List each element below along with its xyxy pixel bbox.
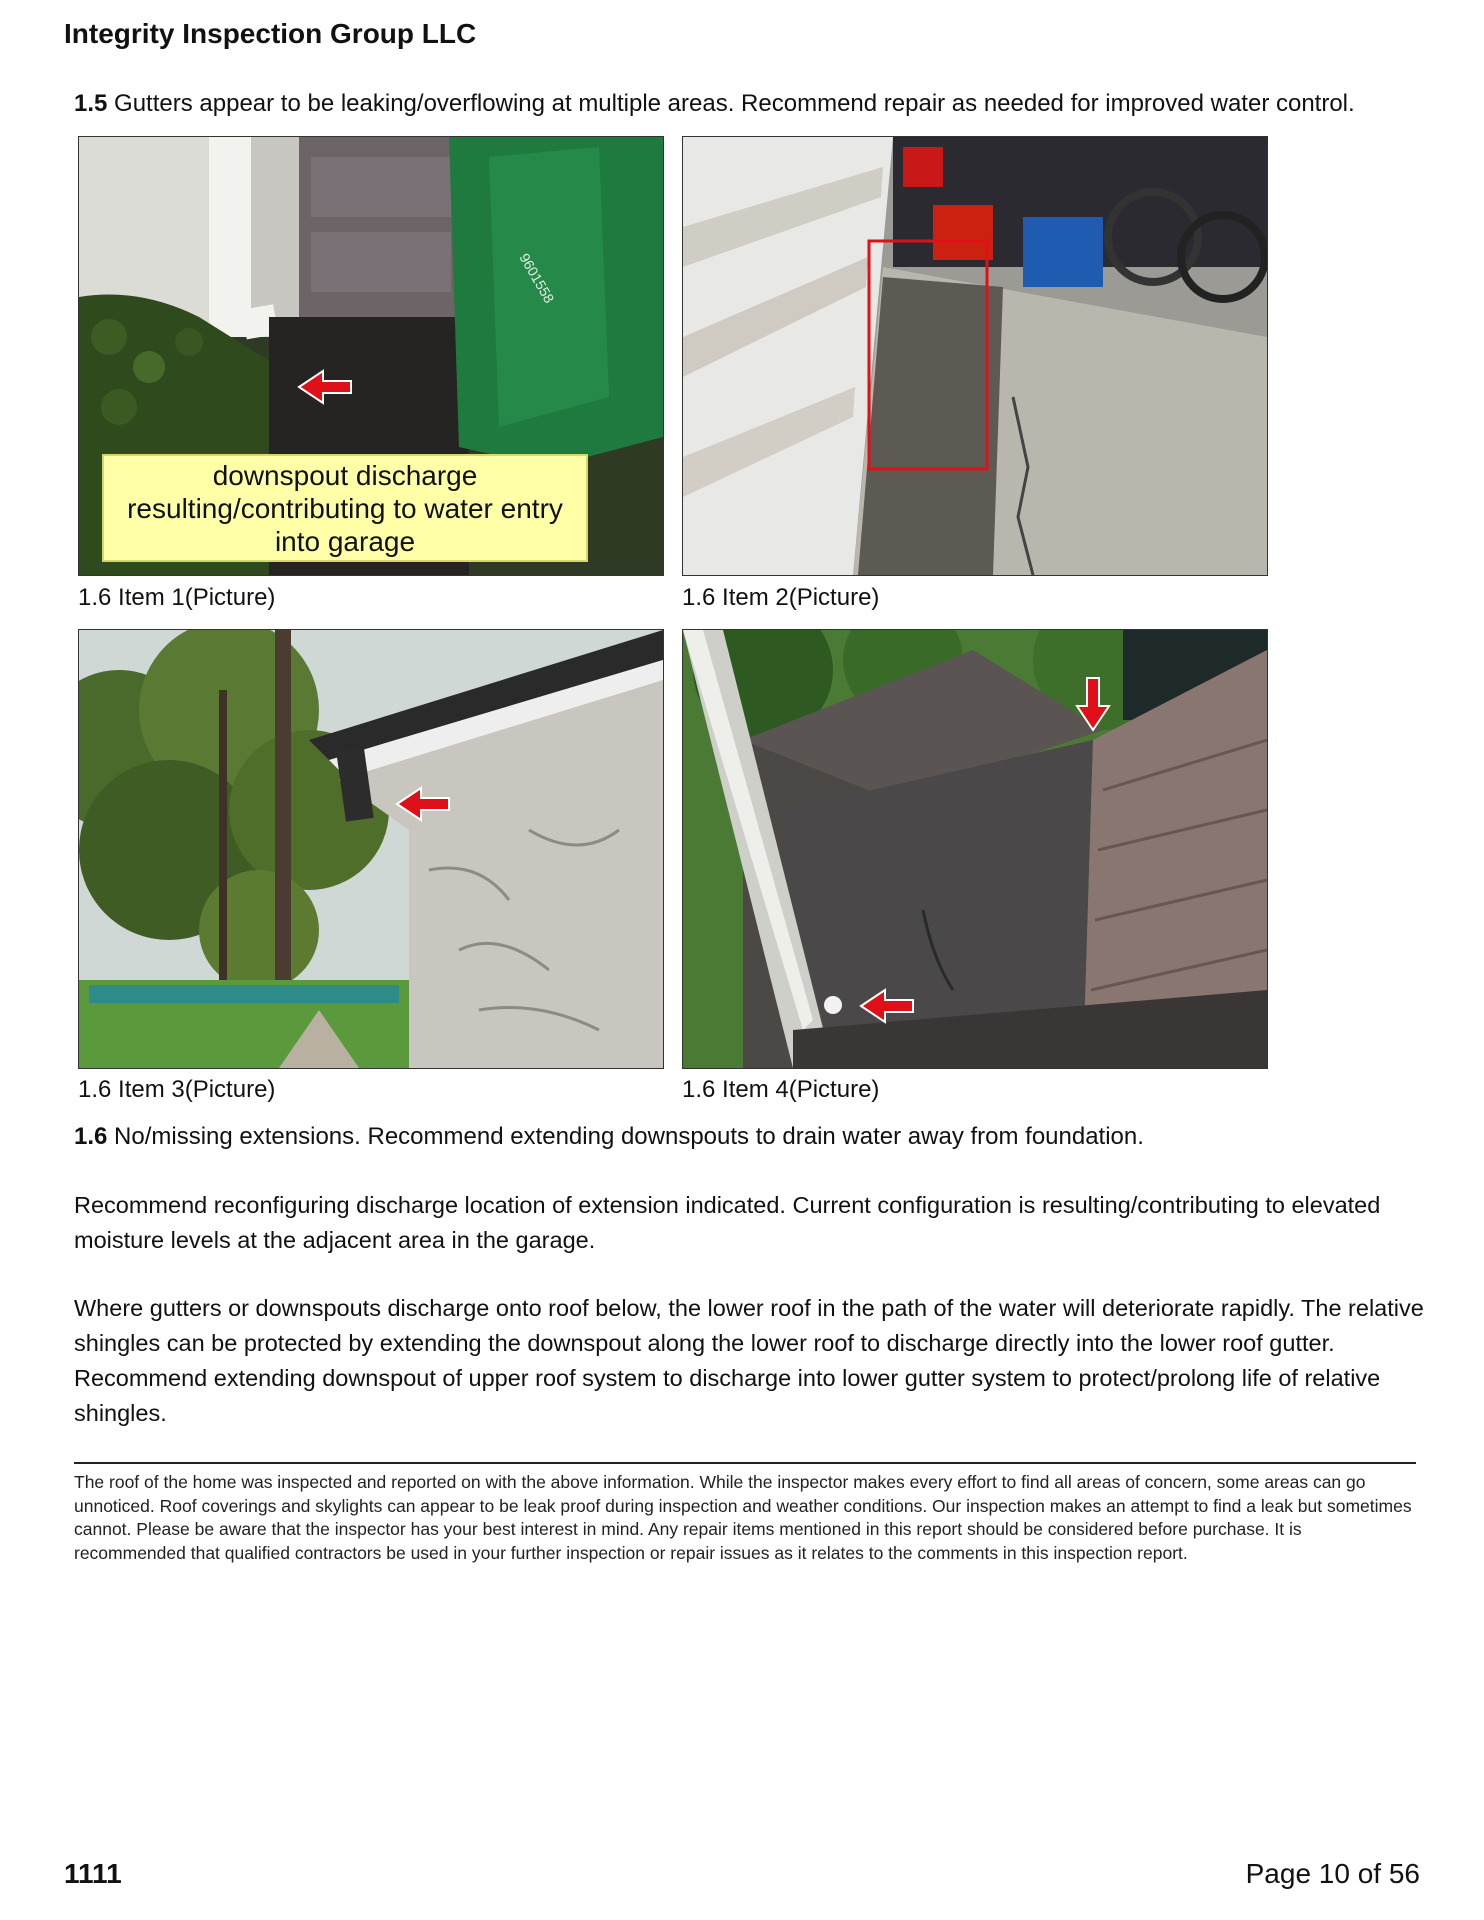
caption-item-3: 1.6 Item 3(Picture)	[78, 1076, 276, 1103]
photo-exterior-gutter	[79, 630, 663, 1068]
finding-1-6	[74, 1119, 1414, 1155]
footer-report-id: 1111	[64, 1858, 122, 1889]
finding-text: Gutters appear to be leaking/overflowing at multiple areas. Recommend repair as needed for improved water control.	[107, 90, 1355, 117]
photo-downspout-dumpster	[79, 137, 663, 575]
company-name: Integrity Inspection Group LLC	[64, 18, 477, 49]
finding-number: 1.6	[74, 1123, 108, 1150]
divider	[74, 1462, 1416, 1464]
finding-number: 1.5	[74, 90, 108, 117]
dumpster-number: 9601558	[516, 250, 558, 306]
paragraph-reconfigure: Recommend reconfiguring discharge location of extension indicated. Current configuration is resulting/contributing to elevated moisture levels at the adjacent area in the garage.	[74, 1192, 1381, 1253]
photo-item-4	[682, 629, 1268, 1069]
photo-item-2	[682, 136, 1268, 576]
caption-item-1: 1.6 Item 1(Picture)	[78, 584, 276, 611]
photo-item-3	[78, 629, 664, 1069]
caption-item-2: 1.6 Item 2(Picture)	[682, 584, 880, 611]
photo-item-1	[78, 136, 664, 576]
finding-text: No/missing extensions. Recommend extending downspouts to drain water away from foundation.	[107, 1123, 1144, 1150]
caption-item-4: 1.6 Item 4(Picture)	[682, 1076, 880, 1103]
photo-garage-floor	[683, 137, 1267, 575]
photo-lower-roof	[683, 630, 1267, 1068]
paragraph-lower-roof: Where gutters or downspouts discharge onto roof below, the lower roof in the path of the water will deteriorate rapidly. The relative shingles can be protected by extending the downspout along the lower roof to discharge directly into the lower roof gutter. Recommend extending downspout of upper roof system to discharge into lower gutter system to protect/prolong life of relative shingles.	[74, 1295, 1424, 1426]
disclaimer-text: The roof of the home was inspected and reported on with the above information. While the inspector makes every effort to find all areas of concern, some areas can go unnoticed. Roof coverings and skylights can appear to be leak proof during inspection and weather conditions. Our inspection makes an attempt to find a leak but sometimes cannot. Please be aware that the inspector has your best interest in mind. Any repair items mentioned in this report should be considered before purchase. It is recommended that qualified contractors be used in your further inspection or repair issues as it relates to the comments in this inspection report.	[74, 1472, 1412, 1563]
finding-1-5	[74, 86, 1414, 122]
callout-text: downspout discharge resulting/contributing to water entry into garage	[127, 460, 563, 557]
footer-page-number: Page 10 of 56	[1245, 1858, 1420, 1889]
